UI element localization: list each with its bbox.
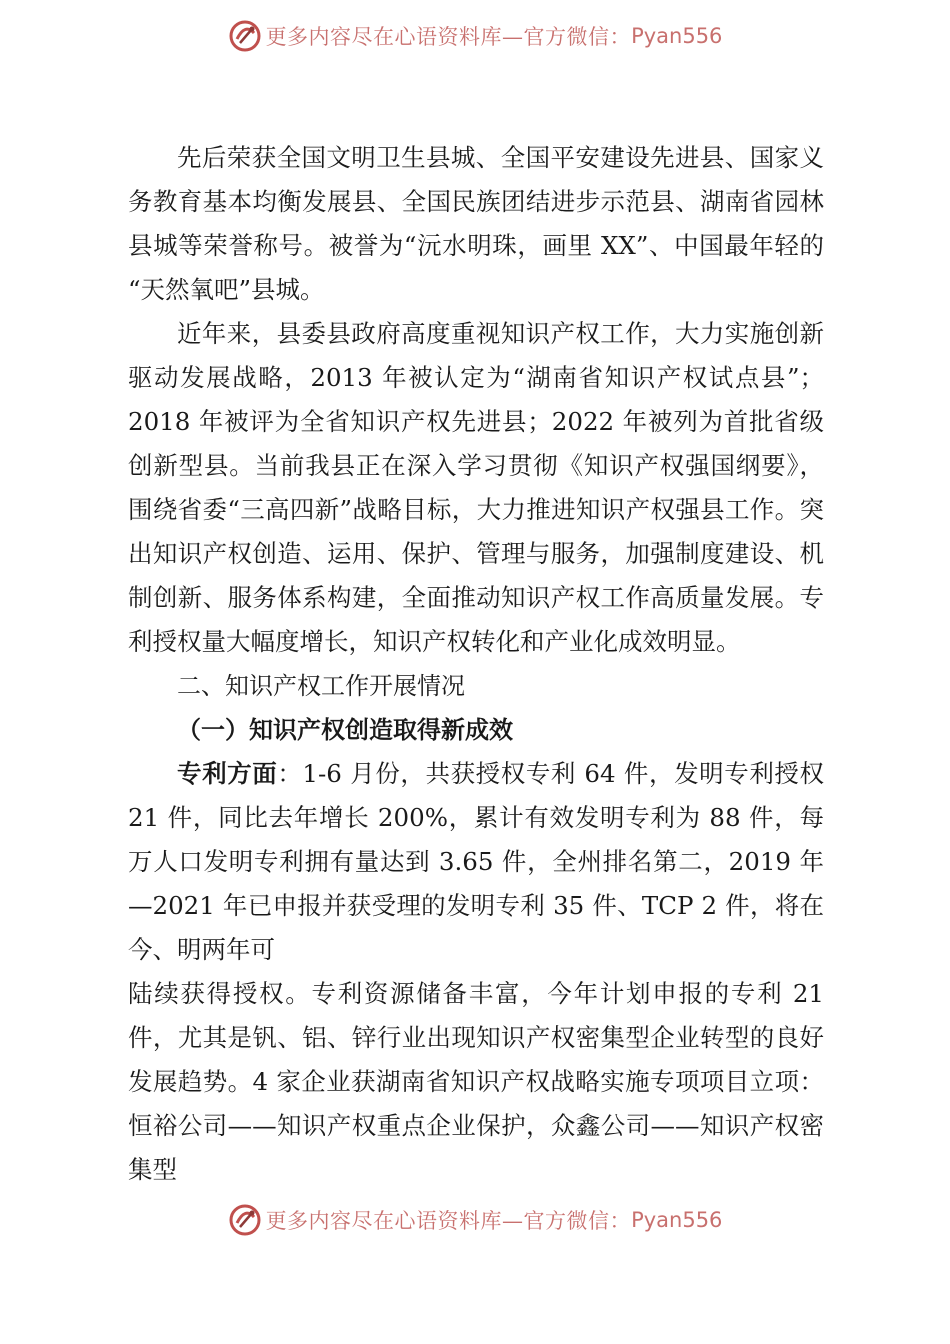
- watermark-wechat-id: Pyan556: [631, 24, 723, 48]
- watermark-site-text: 更多内容尽在心语资料库—官方微信：: [265, 25, 632, 49]
- paragraph-patents: [128, 752, 824, 972]
- watermark-banner-top: [0, 16, 950, 56]
- watermark-wechat-id: Pyan556: [631, 1208, 723, 1232]
- document-body: [128, 136, 824, 1192]
- paragraph-recent-years: 近年来，县委县政府高度重视知识产权工作，大力实施创新驱动发展战略，2013 年被认定为“湖南省知识产权试点县”；2018 年被评为全省知识产权先进县；2022 年被列为首批省级创新型县。当前我县正在深入学习贯彻《知识产权强国纲要》，围绕省委“三高四新”战略目标，大力推进知识产权强县工作。突出知识产权创造、运用、保护、管理与服务，加强制度建设、机制创新、服务体系构建，全面推动知识产权工作高质量发展。专利授权量大幅度增长，知识产权转化和产业化成效明显。: [128, 319, 824, 656]
- paragraph-patents-continued: 陆续获得授权。专利资源储备丰富，今年计划申报的专利 21 件，尤其是钒、铝、锌行业出现知识产权密集型企业转型的良好发展趋势。4 家企业获湖南省知识产权战略实施专项项目立项：恒裕公司——知识产权重点企业保护，众鑫公司——知识产权密集型: [128, 979, 824, 1184]
- patents-lead-label: 专利方面: [177, 759, 278, 788]
- watermark-banner-bottom: [0, 1200, 950, 1240]
- watermark-site-text: 更多内容尽在心语资料库—官方微信：: [265, 1209, 632, 1233]
- patents-text: ：1-6 月份，共获授权专利 64 件，发明专利授权 21 件，同比去年增长 200%，累计有效发明专利为 88 件，每万人口发明专利拥有量达到 3.65 件，全州排名第二，2019 年—2021 年已申报并获受理的发明专利 35 件、TCP 2 件，将在今、明两年可: [128, 759, 825, 964]
- subsection-heading: （一）知识产权创造取得新成效: [177, 716, 513, 744]
- section-heading: 二、知识产权工作开展情况: [177, 672, 465, 700]
- paragraph-honors: 先后荣获全国文明卫生县城、全国平安建设先进县、国家义务教育基本均衡发展县、全国民族团结进步示范县、湖南省园林县城等荣誉称号。被誉为“沅水明珠，画里 XX”、中国最年轻的 “天然氧吧”县城。: [128, 143, 824, 304]
- brand-logo-icon: [228, 1203, 262, 1237]
- brand-logo-icon: [228, 19, 262, 53]
